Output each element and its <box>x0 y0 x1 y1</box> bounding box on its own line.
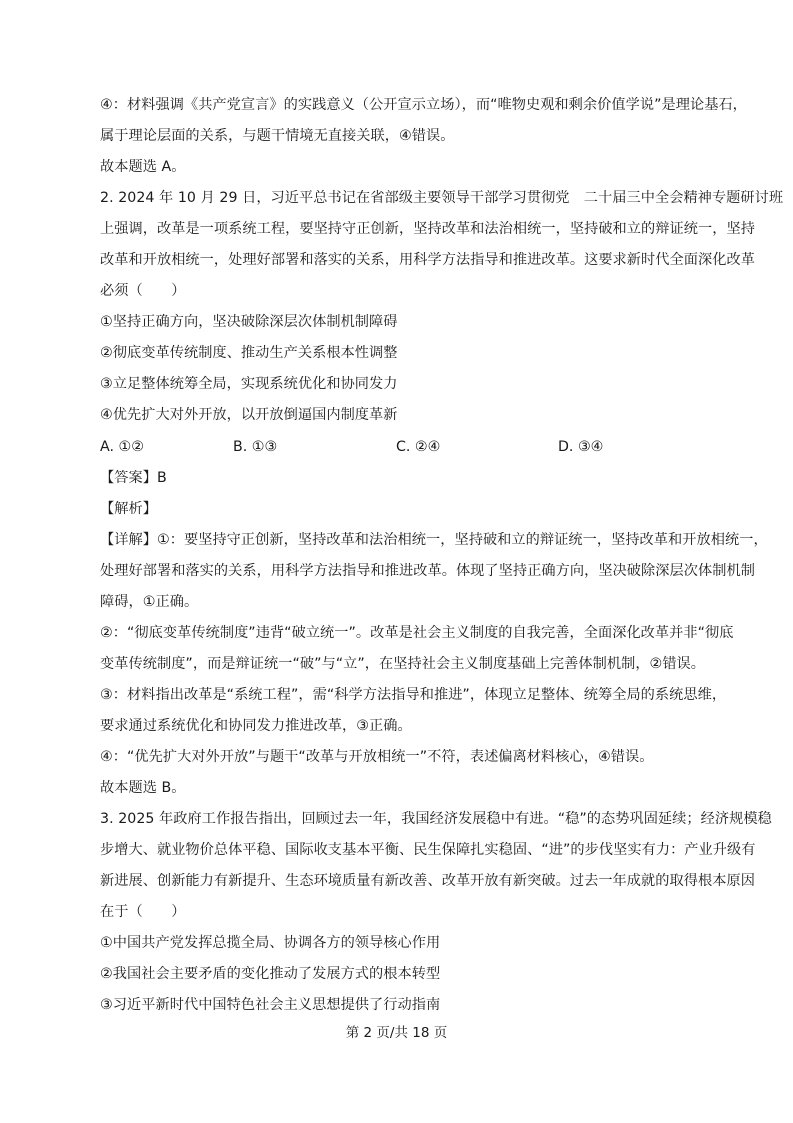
text-line: 改革和开放相统一，处理好部署和落实的关系，用科学方法指导和推进改革。这要求新时代全面深化改革 <box>100 252 755 268</box>
question-2-stem: 2. 2024 年 10 月 29 日，习近平总书记在省部级主要领导干部学习贯彻党 二十届三中全会精神专题研讨班 <box>100 190 784 206</box>
statement-item: ②我国社会主要矛盾的变化推动了发展方式的根本转型 <box>100 966 441 982</box>
statement-item: ①中国共产党发挥总揽全局、协调各方的领导核心作用 <box>100 935 441 951</box>
option-a: A. ①② <box>100 439 144 455</box>
question-3-stem: 3. 2025 年政府工作报告指出，回顾过去一年，我国经济发展稳中有进。“稳”的态势巩固延续；经济规模稳 <box>100 811 772 827</box>
statement-item: ②彻底变革传统制度、推动生产关系根本性调整 <box>100 345 398 361</box>
explanation-line: 【详解】①：要坚持守正创新，坚持改革和法治相统一，坚持破和立的辩证统一，坚持改革和开放相统一， <box>100 532 768 548</box>
explanation-line: 处理好部署和落实的关系，用科学方法指导和推进改革。体现了坚持正确方向，坚决破除深层次体制机制 <box>100 563 755 579</box>
answer-label: 【答案】B <box>100 470 167 486</box>
text-line: 新进展、创新能力有新提升、生态环境质量有新改善、改革开放有新突破。过去一年成就的取得根本原因 <box>100 873 755 889</box>
page-number: 第 2 页/共 18 页 <box>345 1025 448 1041</box>
statement-item: ③立足整体统筹全局，实现系统优化和协同发力 <box>100 376 398 392</box>
text-line: 故本题选 A。 <box>100 159 186 175</box>
text-line: 必须（ ） <box>100 283 186 299</box>
explanation-line: ②：“彻底变革传统制度”违背“破立统一”。改革是社会主义制度的自我完善，全面深化改革并非“彻底 <box>100 625 734 641</box>
text-line: 在于（ ） <box>100 904 186 920</box>
explanation-line: 变革传统制度”，而是辩证统一“破”与“立”，在坚持社会主义制度基础上完善体制机制，②错误。 <box>100 656 706 672</box>
text-line: 属于理论层面的关系，与题干情境无直接关联，④错误。 <box>100 128 455 144</box>
statement-item: ④优先扩大对外开放，以开放倒逼国内制度革新 <box>100 407 398 423</box>
analysis-label: 【解析】 <box>100 501 157 517</box>
option-b: B. ①③ <box>233 439 278 455</box>
option-d: D. ③④ <box>558 439 604 455</box>
explanation-line: 障碍，①正确。 <box>100 594 199 610</box>
statement-item: ③习近平新时代中国特色社会主义思想提供了行动指南 <box>100 997 441 1013</box>
explanation-line: ④：“优先扩大对外开放”与题干“改革与开放相统一”不符，表述偏离材料核心，④错误。 <box>100 749 654 765</box>
explanation-line: 要求通过系统优化和协同发力推进改革，③正确。 <box>100 718 412 734</box>
explanation-line: ③：材料指出改革是“系统工程”，需“科学方法指导和推进”，体现立足整体、统筹全局的系统思维， <box>100 687 727 703</box>
conclusion-line: 故本题选 B。 <box>100 780 186 796</box>
statement-item: ①坚持正确方向，坚决破除深层次体制机制障碍 <box>100 314 398 330</box>
text-line: 步增大、就业物价总体平稳、国际收支基本平衡、民生保障扎实稳固、“进”的步伐坚实有力：产业升级有 <box>100 842 756 858</box>
option-c: C. ②④ <box>396 439 441 455</box>
text-line: ④：材料强调《共产党宣言》的实践意义（公开宣示立场），而“唯物史观和剩余价值学说”是理论基石， <box>100 97 747 113</box>
text-line: 上强调，改革是一项系统工程，要坚持守正创新，坚持改革和法治相统一，坚持破和立的辩证统一，坚持 <box>100 221 755 237</box>
